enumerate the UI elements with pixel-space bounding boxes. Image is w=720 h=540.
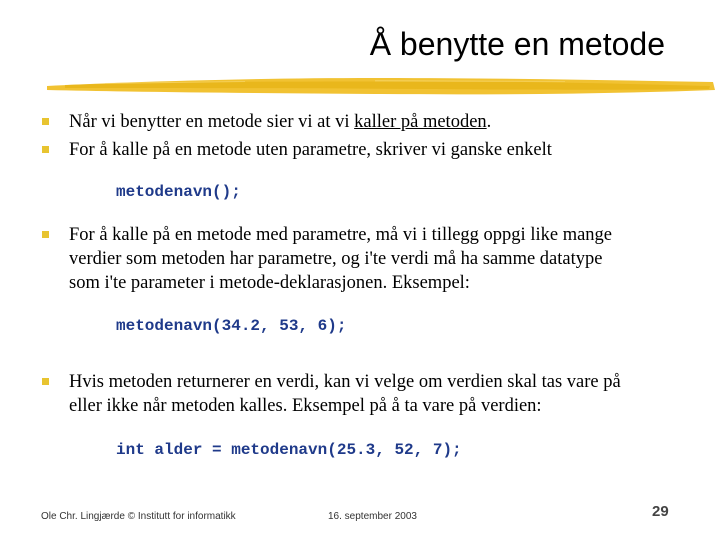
emphasized-term: kaller på metoden <box>354 112 487 132</box>
bullet-text-line: verdier som metoden har parametre, og i'te verdi må ha samme datatype <box>69 249 603 269</box>
bullet-square-icon <box>42 118 49 125</box>
page-number: 29 <box>652 503 669 520</box>
code-example: metodenavn(34.2, 53, 6); <box>116 317 347 335</box>
bullet-text-part: . <box>486 112 492 132</box>
footer-date: 16. september 2003 <box>328 511 417 522</box>
footer-author: Ole Chr. Lingjærde © Institutt for informatikk <box>41 511 236 522</box>
bullet-text-line: For å kalle på en metode med parametre, må vi i tillegg oppgi like mange <box>69 225 613 245</box>
code-example: metodenavn(); <box>116 183 241 201</box>
bullet-square-icon <box>42 378 49 385</box>
code-example: int alder = metodenavn(25.3, 52, 7); <box>116 441 462 459</box>
bullet-square-icon <box>42 231 49 238</box>
title-underline-brush-stroke <box>45 72 717 98</box>
bullet-text-line: eller ikke når metoden kalles. Eksempel på å ta vare på verdien: <box>69 396 542 416</box>
slide-title: Å benytte en metode <box>369 26 665 62</box>
bullet-text <box>69 110 491 134</box>
bullet-square-icon <box>42 146 49 153</box>
bullet-text-line: Hvis metoden returnerer en verdi, kan vi velge om verdien skal tas vare på <box>69 372 621 392</box>
bullet-text-line: som i'te parameter i metode-deklarasjonen. Eksempel: <box>69 273 470 293</box>
bullet-text-part: Når vi benytter en metode sier vi at vi <box>69 112 355 132</box>
bullet-text: For å kalle på en metode uten parametre, skriver vi ganske enkelt <box>69 140 552 160</box>
